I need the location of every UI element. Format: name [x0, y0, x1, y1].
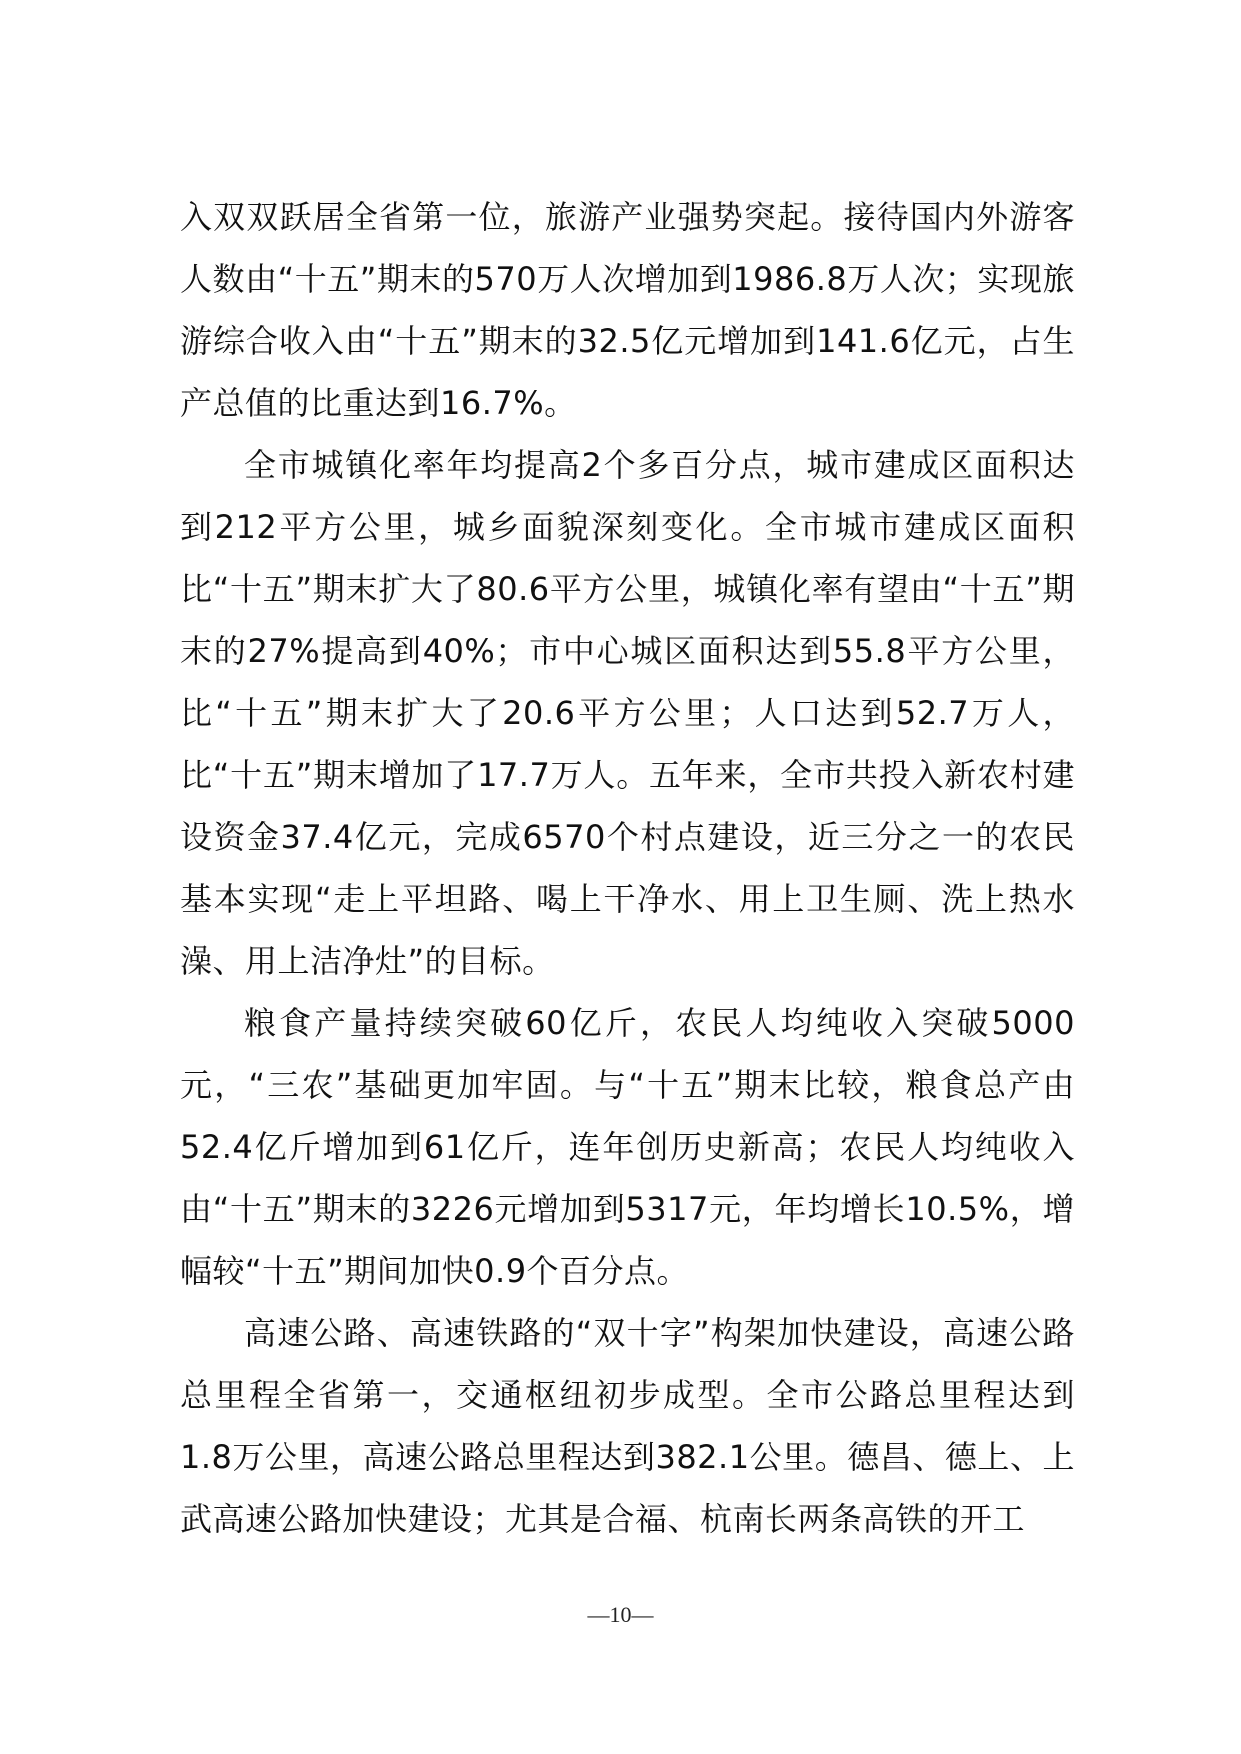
paragraph-tourism: 入双双跃居全省第一位，旅游产业强势突起。接待国内外游客人数由“十五”期末的570万人次增加到1986.8万人次；实现旅游综合收入由“十五”期末的32.5亿元增加到141.6亿元，占生产总值的比重达到16.7%。: [180, 198, 1075, 422]
paragraph-agriculture: 粮食产量持续突破60亿斤，农民人均纯收入突破5000元，“三农”基础更加牢固。与“十五”期末比较，粮食总产由52.4亿斤增加到61亿斤，连年创历史新高；农民人均纯收入由“十五”期末的3226元增加到5317元，年均增长10.5%，增幅较“十五”期间加快0.9个百分点。: [180, 1004, 1075, 1290]
page-number: —10—: [587, 1602, 654, 1627]
paragraph-urbanization: 全市城镇化率年均提高2个多百分点，城市建成区面积达到212平方公里，城乡面貌深刻变化。全市城市建成区面积比“十五”期末扩大了80.6平方公里，城镇化率有望由“十五”期末的27%提高到40%；市中心城区面积达到55.8平方公里，比“十五”期末扩大了20.6平方公里；人口达到52.7万人，比“十五”期末增加了17.7万人。五年来，全市共投入新农村建设资金37.4亿元，完成6570个村点建设，近三分之一的农民基本实现“走上平坦路、喝上干净水、用上卫生厕、洗上热水澡、用上洁净灶”的目标。: [180, 446, 1075, 980]
paragraph-transport: 高速公路、高速铁路的“双十字”构架加快建设，高速公路总里程全省第一，交通枢纽初步成型。全市公路总里程达到1.8万公里，高速公路总里程达到382.1公里。德昌、德上、上武高速公路加快建设；尤其是合福、杭南长两条高铁的开工: [180, 1314, 1075, 1538]
body-text: [180, 186, 1075, 1550]
